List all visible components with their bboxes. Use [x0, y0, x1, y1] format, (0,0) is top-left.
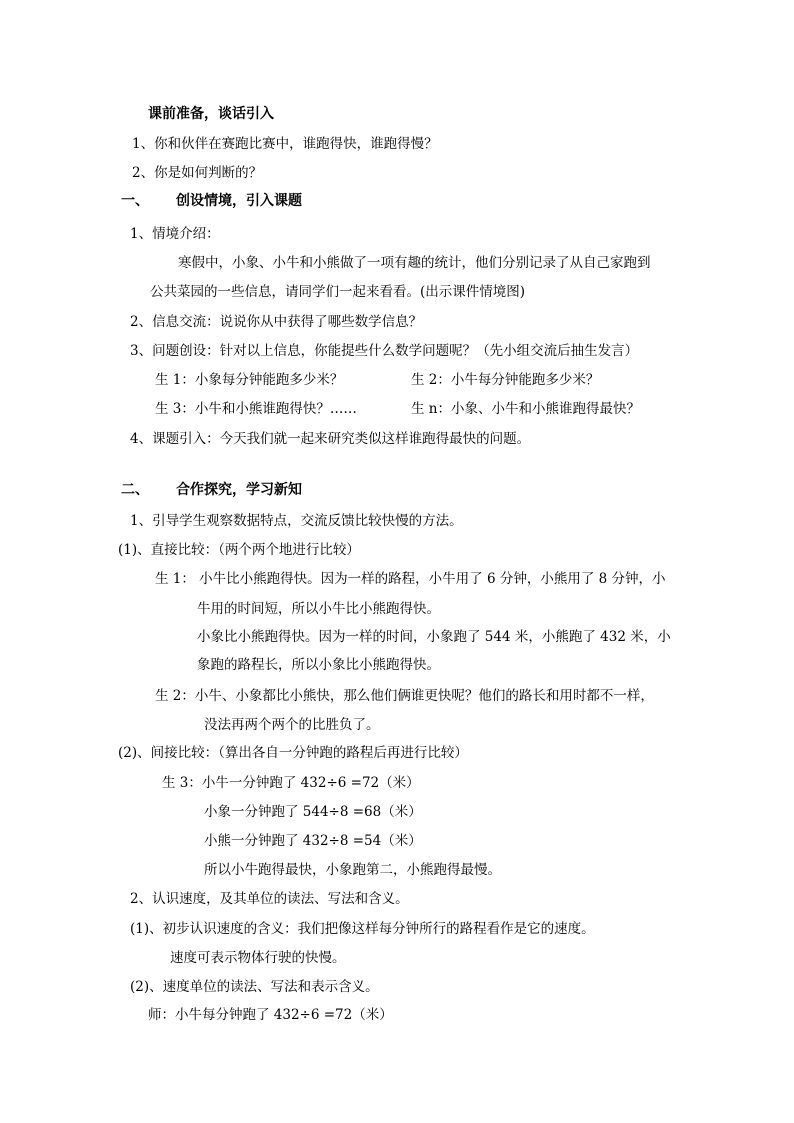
section-title-prep: 课前准备，谈话引入: [148, 106, 274, 122]
paragraph-line: 速度可表示物体行驶的快慢。: [170, 950, 346, 966]
paragraph: 1、引导学生观察数据特点，交流反馈比较快慢的方法。: [130, 513, 463, 529]
section-number-1: 一、: [121, 193, 149, 209]
calculation: 生 3：小牛一分钟跑了 432÷6 =72（米）: [162, 775, 420, 791]
calculation: 小象一分钟跑了 544÷8 =68（米）: [204, 804, 422, 820]
paragraph: 2、信息交流：说说你从中获得了哪些数学信息？: [130, 314, 423, 330]
student-answer: 生 1：小象每分钟能跑多少米？: [155, 372, 344, 388]
subheading: (1)、直接比较：（两个两个地进行比较）: [118, 542, 360, 558]
student-answer: 小象比小熊跑得快。因为一样的时间，小象跑了 544 米，小熊跑了 432 米，小: [197, 629, 671, 645]
student-answer: 象跑的路程长，所以小象比小熊跑得快。: [197, 657, 440, 673]
paragraph: 4、课题引入：今天我们就一起来研究类似这样谁跑得最快的问题。: [130, 431, 531, 447]
student-answer: 生 n：小象、小牛和小熊谁跑得最快？: [411, 401, 640, 417]
student-answer: 生 2：小牛、小象都比小熊快，那么他们俩谁更快呢？他们的路长和用时都不一样，: [155, 688, 654, 704]
paragraph-line: 公共菜园的一些信息，请同学们一起来看看。(出示课件情境图): [150, 284, 526, 300]
subheading: (1)、初步认识速度的含义：我们把像这样每分钟所行的路程看作是它的速度。: [130, 921, 595, 937]
question-1: 1、你和伙伴在赛跑比赛中，谁跑得快，谁跑得慢？: [132, 136, 438, 152]
student-answer: 生 3：小牛和小熊谁跑得快？……: [155, 401, 357, 417]
paragraph-label: 1、情境介绍：: [130, 226, 220, 242]
section-title-1: 创设情境，引入课题: [176, 193, 302, 209]
paragraph: 3、问题创设：针对以上信息，你能提些什么数学问题呢？（先小组交流后抽生发言）: [130, 343, 639, 359]
conclusion: 所以小牛跑得最快，小象跑第二，小熊跑得最慢。: [204, 862, 501, 878]
section-title-2: 合作探究，学习新知: [176, 482, 302, 498]
calculation: 小熊一分钟跑了 432÷8 =54（米）: [204, 833, 422, 849]
student-answer: 牛用的时间短，所以小牛比小熊跑得快。: [197, 601, 440, 617]
student-answer: 没法再两个两个的比胜负了。: [204, 717, 380, 733]
student-answer: 生 1： 小牛比小熊跑得快。因为一样的路程，小牛用了 6 分钟，小熊用了 8 分钟，小: [155, 571, 666, 587]
teacher-line: 师：小牛每分钟跑了 432÷6 =72（米）: [148, 1007, 393, 1023]
section-number-2: 二、: [121, 482, 149, 498]
subheading: (2)、速度单位的读法、写法和表示含义。: [130, 979, 379, 995]
paragraph: 2、认识速度，及其单位的读法、写法和含义。: [130, 891, 409, 907]
question-2: 2、你是如何判断的？: [132, 165, 263, 181]
student-answer: 生 2：小牛每分钟能跑多少米？: [411, 372, 600, 388]
paragraph-line: 寒假中，小象、小牛和小熊做了一项有趣的统计，他们分别记录了从自己家跑到: [178, 255, 651, 271]
subheading: (2)、间接比较：（算出各自一分钟跑的路程后再进行比较）: [118, 745, 468, 761]
